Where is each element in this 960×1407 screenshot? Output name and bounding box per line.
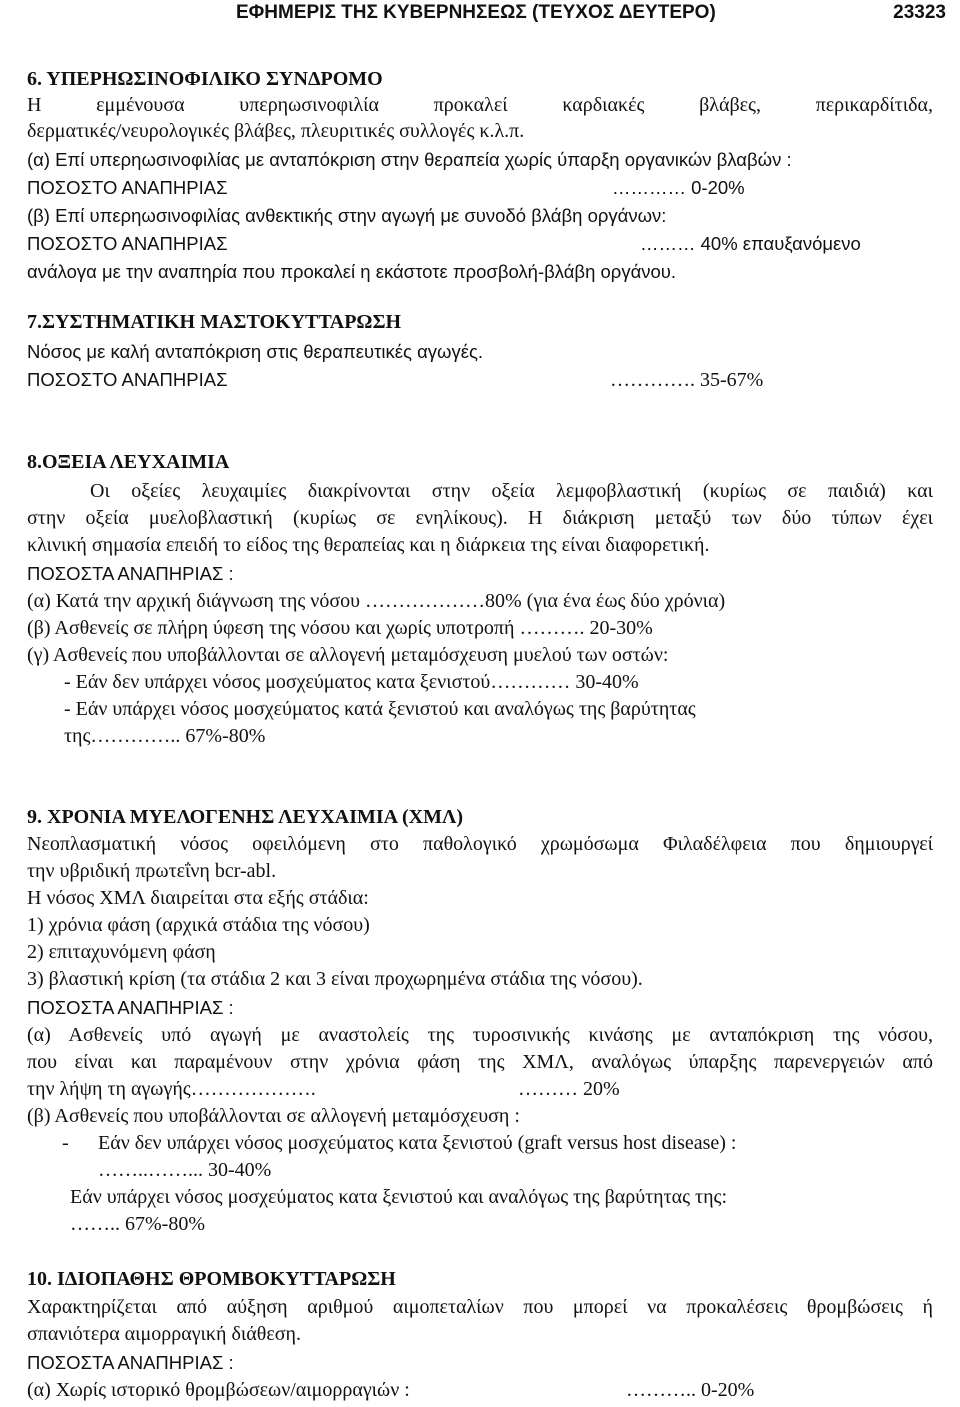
- section-9-item-b-sub-1-value: ……..……... 30-40%: [98, 1159, 272, 1181]
- section-9-para-line-2: την υβριδική πρωτεΐνη bcr-abl.: [27, 860, 277, 882]
- section-6-item-a-label: ΠΟΣΟΣΤΟ ΑΝΑΠΗΡΙΑΣ: [27, 177, 228, 198]
- section-10-para-line-2: σπανιότερα αιμορραγική διάθεση.: [27, 1323, 301, 1345]
- section-6-item-a: (α) Επί υπερηωσινοφιλίας με ανταπόκριση στην θεραπεία χωρίς ύπαρξη οργανικών βλαβών :: [27, 149, 792, 170]
- section-9-item-a-line-2: που είναι και παραμένουν στην χρόνια φάση της ΧΜΛ, αναλόγως ύπαρξης παρενεργειών από: [27, 1051, 933, 1073]
- section-8-item-b: (β) Ασθενείς σε πλήρη ύφεση της νόσου και χωρίς υποτροπή ………. 20-30%: [27, 617, 653, 639]
- section-9-item-b: (β) Ασθενείς που υποβάλλονται σε αλλογενή μεταμόσχευση :: [27, 1105, 520, 1127]
- section-9-item-a-line-1: (α) Ασθενείς υπό αγωγή με αναστολείς της τυροσινικής κινάσης με ανταπόκριση της νόσου,: [27, 1024, 933, 1046]
- section-10-heading: 10. ΙΔΙΟΠΑΘΗΣ ΘΡΟΜΒΟΚΥΤΤΑΡΩΣΗ: [27, 1268, 396, 1290]
- section-9-para-line-1: Νεοπλασματική νόσος οφειλόμενη στο παθολογικό χρωμόσωμα Φιλαδέλφεια που δημιουργεί: [27, 833, 933, 855]
- section-9-heading: 9. ΧΡΟΝΙΑ ΜΥΕΛΟΓΕΝΗΣ ΛΕΥΧΑΙΜΙΑ (ΧΜΛ): [27, 806, 463, 828]
- section-6-heading: 6. ΥΠΕΡΗΩΣΙΝΟΦΙΛΙΚΟ ΣΥΝΔΡΟΜΟ: [27, 68, 383, 90]
- section-7-value: …………. 35-67%: [610, 369, 764, 391]
- page-number: 23323: [893, 2, 946, 23]
- section-9-stages-intro: Η νόσος ΧΜΛ διαιρείται στα εξής στάδια:: [27, 887, 369, 909]
- section-10-para-line-1: Χαρακτηρίζεται από αύξηση αριθμού αιμοπεταλίων που μπορεί να προκαλέσεις θρομβώσεις ή: [27, 1296, 933, 1318]
- section-9-item-b-sub-1: Εάν δεν υπάρχει νόσος μοσχεύματος κατα ξενιστού (graft versus host disease) :: [98, 1132, 737, 1154]
- section-6-item-b-continuation: ανάλογα με την αναπηρία που προκαλεί η εκάστοτε προσβολή-βλάβη οργάνου.: [27, 261, 677, 282]
- section-7-text: Νόσος με καλή ανταπόκριση στις θεραπευτικές αγωγές.: [27, 341, 484, 362]
- section-6-intro-line-1: Η εμμένουσα υπερηωσινοφιλία προκαλεί καρδιακές βλάβες, περικαρδίτιδα,: [27, 94, 933, 116]
- section-7-heading: 7.ΣΥΣΤΗΜΑΤΙΚΗ ΜΑΣΤΟΚΥΤΤΑΡΩΣΗ: [27, 311, 402, 333]
- section-9-item-a-line-3: την λήψη τη αγωγής……………….: [27, 1078, 316, 1100]
- section-9-stage-3: 3) βλαστική κρίση (τα στάδια 2 και 3 είναι προχωρημένα στάδια της νόσου).: [27, 968, 643, 990]
- section-6-item-b-label: ΠΟΣΟΣΤΟ ΑΝΑΠΗΡΙΑΣ: [27, 233, 228, 254]
- section-8-item-a: (α) Κατά την αρχική διάγνωση της νόσου ………………80% (για ένα έως δύο χρόνια): [27, 590, 726, 612]
- section-7-label: ΠΟΣΟΣΤΟ ΑΝΑΠΗΡΙΑΣ: [27, 369, 228, 390]
- gazette-title: ΕΦΗΜΕΡΙΣ ΤΗΣ ΚΥΒΕΡΝΗΣΕΩΣ (ΤΕΥΧΟΣ ΔΕΥΤΕΡΟ): [236, 2, 716, 23]
- section-10-label: ΠΟΣΟΣΤΑ ΑΝΑΠΗΡΙΑΣ :: [27, 1352, 234, 1373]
- section-10-item-a: (α) Χωρίς ιστορικό θρομβώσεων/αιμορραγιών :: [27, 1379, 410, 1401]
- section-9-item-b-sub-2: Εάν υπάρχει νόσος μοσχεύματος κατα ξενιστού και αναλόγως της βαρύτητας της:: [70, 1186, 728, 1208]
- section-8-label: ΠΟΣΟΣΤΑ ΑΝΑΠΗΡΙΑΣ :: [27, 563, 234, 584]
- section-8-item-c: (γ) Ασθενείς που υποβάλλονται σε αλλογενή μεταμόσχευση μυελού των οστών:: [27, 644, 669, 666]
- section-10-item-a-value: ……….. 0-20%: [626, 1379, 755, 1401]
- section-9-stage-1: 1) χρόνια φάση (αρχικά στάδια της νόσου): [27, 914, 370, 936]
- section-8-item-c-sub-1: - Εάν δεν υπάρχει νόσος μοσχεύματος κατα ξενιστού………… 30-40%: [64, 671, 639, 693]
- section-9-label: ΠΟΣΟΣΤΑ ΑΝΑΠΗΡΙΑΣ :: [27, 997, 234, 1018]
- section-6-item-b-value: ……… 40% επαυξανόμενο: [640, 233, 861, 254]
- running-header: [0, 2, 960, 26]
- section-6-intro-line-2: δερματικές/νευρολογικές βλάβες, πλευριτικές συλλογές κ.λ.π.: [27, 120, 525, 142]
- section-8-item-c-sub-2: - Εάν υπάρχει νόσος μοσχεύματος κατά ξενιστού και αναλόγως της βαρύτητας: [64, 698, 696, 720]
- section-9-item-b-sub-2-value: …….. 67%-80%: [70, 1213, 205, 1235]
- section-9-item-b-dash: -: [62, 1132, 69, 1154]
- section-9-item-a-value: ……… 20%: [518, 1078, 620, 1100]
- section-8-para-line-3: κλινική σημασία επειδή το είδος της θεραπείας και η διάρκεια της είναι διαφορετική.: [27, 534, 710, 556]
- section-8-para-line-2: στην οξεία μυελοβλαστική (κυρίως σε ενηλίκους). Η διάκριση μεταξύ των δύο τύπων έχει: [27, 507, 933, 529]
- section-8-item-c-sub-3: της………….. 67%-80%: [64, 725, 266, 747]
- section-8-para-line-1: Οι οξείες λευχαιμίες διακρίνονται στην οξεία λεμφοβλαστική (κυρίως σε παιδιά) και: [90, 480, 933, 502]
- section-6-item-a-value: ………… 0-20%: [612, 177, 745, 198]
- section-8-heading: 8.ΟΞΕΙΑ ΛΕΥΧΑΙΜΙΑ: [27, 451, 230, 473]
- section-9-stage-2: 2) επιταχυνόμενη φάση: [27, 941, 216, 963]
- section-6-item-b: (β) Επί υπερηωσινοφιλίας ανθεκτικής στην αγωγή με συνοδό βλάβη οργάνων:: [27, 205, 667, 226]
